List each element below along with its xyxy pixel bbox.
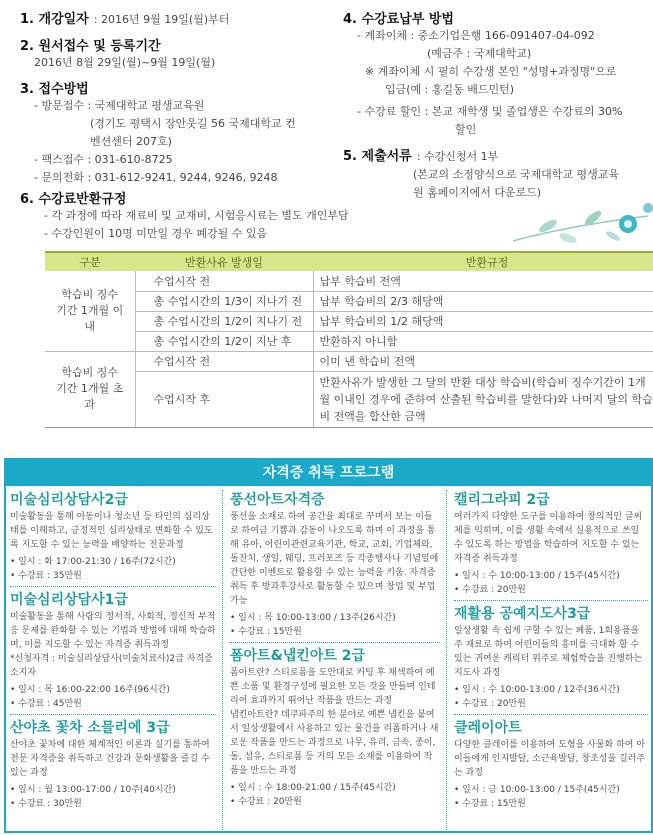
s4-line: 입금(예 : 홍길동 배드민턴) — [385, 83, 515, 96]
course-fee: • 수강료 : 15만원 — [230, 627, 302, 637]
s4-line: 할인 — [455, 123, 477, 136]
table-row — [45, 291, 653, 311]
s4-line: - 수강료 할인 : 본교 재학생 및 졸업생은 수강료의 30% — [357, 105, 623, 118]
table-cell: 반환하지 아니함 — [313, 331, 653, 351]
course-desc: 폼아트란? 스티로폼을 도안대로 커팅 후 채색하여 예쁜 소품 및 환경구성에 필요한 모든 것을 만들며 인테리어 효과까지 뛰어난 작품을 만드는 과정 — [230, 668, 436, 706]
table-header: 반환규정 — [313, 252, 653, 271]
s2-title: 2. 원서접수 및 등록기간 — [20, 39, 161, 54]
table-header: 구분 — [45, 252, 135, 271]
s4-title: 4. 수강료납부 방법 — [343, 12, 454, 27]
s3-line: (경기도 평택시 장안웃길 56 국제대학교 컨 — [90, 117, 296, 130]
course-schedule: • 일시 : 수 18:00-21:00 / 15주(45시간) — [230, 783, 396, 793]
course-schedule: • 일시 : 수 10:00-13:00 / 12주(36시간) — [454, 685, 620, 695]
course-fee: • 수강료 : 20만원 — [454, 585, 526, 595]
course-schedule: • 일시 : 월 13:00-17:00 / 10주(40시간) — [10, 785, 176, 795]
course-title: 산야초 꽃차 소믈리에 3급 — [10, 720, 170, 736]
table-cell: 납부 학습비 전액 — [313, 271, 653, 291]
table-cell: 수업시작 후 — [135, 371, 313, 427]
course-desc: 미술활동을 통해 아동이나 청소년 등 타인의 심리상태를 이해하고, 긍정적인 심리상태로 변화할 수 있도록 지도할 수 있는 능력을 배양하는 전문과정 — [10, 512, 213, 550]
course-fee: • 수강료 : 20만원 — [454, 699, 526, 709]
table-row — [45, 271, 653, 291]
table-cell: 납부 학습비의 2/3 해당액 — [313, 291, 653, 311]
course-desc: 풍선을 소재로 하여 공간을 최대로 꾸며서 보는 이들로 하여금 기쁨과 감동이 나오도록 하며 이 과정을 통해 유아, 어린이관련교육기관, 학교, 교회, 기업체와, 돌잔치, 생일, 웨딩, 프러포즈 등 각종행사나 기념일에 간단한 이벤트로 활용할 수 있는 능력을 키움. 자격증 취득 후 방과후강사로 활동할 수 있으며 창업 및 부업 가능 — [230, 512, 439, 606]
s5-line: : 수강신청서 1부 — [416, 150, 499, 163]
s3-line: 벤션센터 207호) — [90, 135, 172, 148]
s6-line: - 각 과정에 따라 재료비 및 교재비, 시험응시료는 별도 개인부담 — [44, 209, 349, 222]
s4-line: - 계좌이체 : 중소기업은행 166-091407-04-092 — [357, 29, 595, 42]
table-cell: 이미 낸 학습비 전액 — [313, 351, 653, 371]
s5-line: (본교의 소정양식으로 국제대학교 평생교육 — [413, 168, 620, 181]
table-cell: 수업시작 전 — [135, 351, 313, 371]
course-schedule: • 일시 : 수 10:00-13:00 / 15주(45시간) — [454, 571, 620, 581]
table-group: 학습비 징수 기간 1개월 이내 — [45, 271, 135, 351]
s3-line: - 팩스접수 : 031-610-8725 — [34, 153, 173, 166]
course-requirement: *신청자격 : 미술심리상담사(미술치료사)2급 자격증 소지자 — [10, 654, 213, 678]
s1-title: 1. 개강일자 — [20, 12, 89, 27]
course-title: 재활용 공예지도사3급 — [454, 606, 591, 622]
refund-table — [45, 251, 653, 428]
s2-value: 2016년 8월 29일(월)~9월 19일(월) — [34, 56, 216, 69]
s1-value: : 2016년 9월 19일(월)부터 — [93, 13, 230, 26]
table-cell: 납부 학습비의 1/2 해당액 — [313, 311, 653, 331]
table-row — [45, 311, 653, 331]
s3-line: - 문의전화 : 031-612-9241, 9244, 9246, 9248 — [34, 171, 278, 184]
s4-line: ※ 계좌이체 시 필히 수강생 본인 "성명+과정명"으로 — [365, 65, 617, 78]
s3-line: - 방문접수 : 국제대학교 평생교육원 — [34, 99, 205, 112]
course-desc: 여러가지 다양한 도구를 이용하여 창의적인 글씨체를 익히며, 이를 생활 속에서 실용적으로 쓰일 수 있도록 하는 방법을 학습하여 지도할 수 있는 자격증 취득과정 — [454, 512, 643, 564]
course-desc: 다양한 클레이를 이용하여 도형을 사물화 하여 아이들에게 인지발달, 소근육발달, 창조성을 길러주는 과정 — [454, 740, 646, 778]
course-title: 미술심리상담사1급 — [10, 592, 128, 608]
s6-line: - 수강인원이 10명 미만일 경우 폐강될 수 있음 — [44, 227, 268, 240]
s5-title: 5. 제출서류 — [343, 149, 412, 164]
course-fee: • 수강료 : 20만원 — [230, 797, 302, 807]
course-title: 미술심리상담사2급 — [10, 492, 128, 508]
course-schedule: • 일시 : 목 16:00-22:00 16주(96시간) — [10, 685, 170, 695]
course-title: 풍선아트자격증 — [230, 492, 325, 508]
table-cell: 수업시작 전 — [135, 271, 313, 291]
table-header: 반환사유 발생일 — [135, 252, 313, 271]
s5-line: 원 홈페이지에서 다운로드) — [413, 186, 542, 199]
cert-title: 자격증 취득 프로그램 — [6, 460, 651, 486]
table-cell: 총 수업시간의 1/2이 지나기 전 — [135, 311, 313, 331]
course-title: 폼아트&냅킨아트 2급 — [230, 648, 366, 664]
s6-title: 6. 수강료반환규정 — [20, 192, 127, 207]
leaf-decoration-icon — [508, 196, 653, 248]
s4-line: (예금주 : 국제대학교) — [427, 47, 532, 60]
table-group: 학습비 징수 기간 1개월 초과 — [45, 351, 135, 427]
table-row — [45, 331, 653, 351]
course-fee: • 수강료 : 35만원 — [10, 571, 82, 581]
course-schedule: • 일시 : 목 10:00-13:00 / 13주(26시간) — [230, 613, 396, 623]
certificate-program-panel — [4, 458, 653, 833]
course-desc: 일상생활 속 쉽게 구할 수 있는 폐품, 1회용품을 주 재료로 하여 어린이들의 흥미를 극대화 할 수 있는 귀여운 캐릭터 위주로 체험학습을 진행하는 지도사 과정 — [454, 626, 643, 678]
course-desc: 산야초 꽃차에 대한 체계적인 이론과 실기를 통하여 전문 자격증을 취득하고 건강과 문화생활을 즐길 수 있는 과정 — [10, 740, 210, 778]
table-row — [45, 351, 653, 371]
course-title: 캘리그라피 2급 — [454, 492, 550, 508]
course-fee: • 수강료 : 45만원 — [10, 699, 82, 709]
table-cell: 총 수업시간의 1/3이 지나기 전 — [135, 291, 313, 311]
course-desc: 냅킨아트란? 데쿠파주의 한 분야로 예쁜 냅킨을 붙여서 일상생활에서 사용하고 있는 물건을 리폼하거나 새로운 작품을 만드는 과정으로 나무, 유리, 금속, 종이, 돌, 섬유, 스티로폼 등 거의 모든 소재를 이용하여 작품을 만드는 과정 — [230, 710, 439, 776]
course-schedule: • 일시 : 화 17:00-21:30 / 16주(72시간) — [10, 557, 176, 567]
s3-title: 3. 접수방법 — [20, 82, 89, 97]
course-schedule: • 일시 : 금 10:00-13:00 / 15주(45시간) — [454, 785, 620, 795]
table-cell: 총 수업시간의 1/2이 지난 후 — [135, 331, 313, 351]
course-title: 클레이아트 — [454, 720, 522, 736]
course-desc: 미술활동을 통해 사람의 정서적, 사회적, 정신적 부적응 문제를 완화할 수 있는 기법과 방법에 대해 학습하며, 이를 지도할 수 있는 자격증 취득과정 — [10, 612, 216, 650]
course-fee: • 수강료 : 15만원 — [454, 799, 526, 809]
table-row — [45, 371, 653, 427]
table-cell: 반환사유가 발생한 그 달의 반환 대상 학습비(학습비 징수기간이 1개월 이내인 경우에 준하여 산출된 학습비를 말한다)와 나머지 달의 학습비 전액을 합산한 금액 — [313, 371, 653, 427]
course-fee: • 수강료 : 30만원 — [10, 799, 82, 809]
